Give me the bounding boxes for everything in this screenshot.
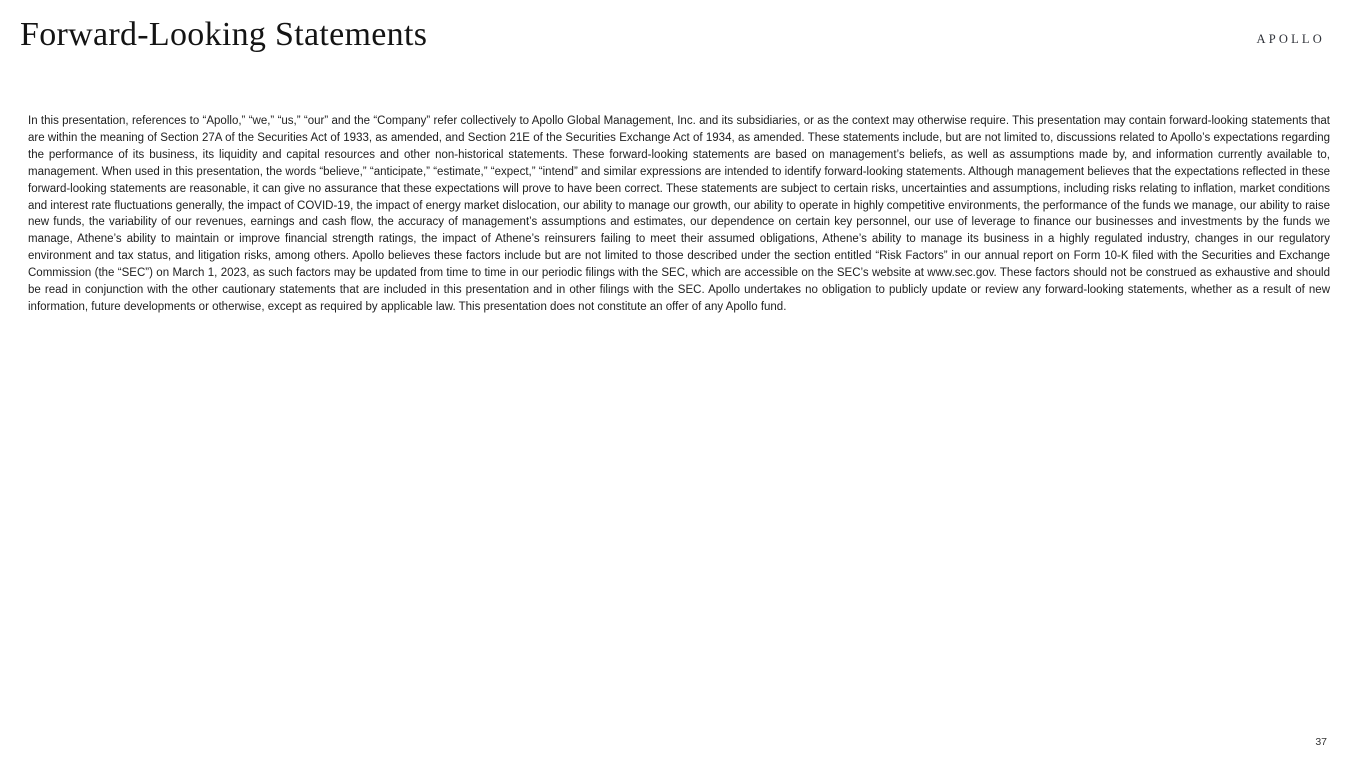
forward-looking-statements-text: In this presentation, references to “Apollo,” “we,” “us,” “our” and the “Company” refer collectively to Apollo Global Management, Inc. and its subsidiaries, or as the context may otherwise require. This presentation may contain forward-looking statements that are within the meaning of Section 27A of the Securities Act of 1933, as amended, and Section 21E of the Securities Exchange Act of 1934, as amended. These statements include, but are not limited to, discussions related to Apollo’s expectations regarding the performance of its business, its liquidity and capital resources and other non-historical statements. These forward-looking statements are based on management’s beliefs, as well as assumptions made by, and information currently available to, management. When used in this presentation, the words “believe,” “anticipate,” “estimate,” “expect,” “intend” and similar expressions are intended to identify forward-looking statements. Although management believes that the expectations reflected in these forward-looking statements are reasonable, it can give no assurance that these expectations will prove to have been correct. These statements are subject to certain risks, uncertainties and assumptions, including risks relating to inflation, market conditions and interest rate fluctuations generally, the impact of COVID-19, the impact of energy market dislocation, our ability to manage our growth, our ability to operate in highly competitive environments, the performance of the funds we manage, our ability to raise new funds, the variability of our revenues, earnings and cash flow, the accuracy of management’s assumptions and estimates, our dependence on certain key personnel, our use of leverage to finance our businesses and investments by the funds we manage, Athene’s ability to maintain or improve financial strength ratings, the impact of Athene’s reinsurers failing to meet their assumed obligations, Athene’s ability to manage its business in a highly regulated industry, changes in our regulatory environment and tax status, and litigation risks, among others. Apollo believes these factors include but are not limited to those described under the section entitled “Risk Factors” in our annual report on Form 10-K filed with the Securities and Exchange Commission (the “SEC”) on March 1, 2023, as such factors may be updated from time to time in our periodic filings with the SEC, which are accessible on the SEC’s website at www.sec.gov. These factors should not be construed as exhaustive and should be read in conjunction with the other cautionary statements that are included in this presentation and in other filings with the SEC. Apollo undertakes no obligation to publicly update or review any forward-looking statements, whether as a result of new information, future developments or otherwise, except as required by applicable law. This presentation does not constitute an offer of any Apollo fund. (28, 115, 1330, 313)
page-number: 37 (1315, 736, 1327, 748)
page-title: Forward-Looking Statements (20, 16, 428, 53)
apollo-logo: APOLLO (1256, 32, 1325, 46)
